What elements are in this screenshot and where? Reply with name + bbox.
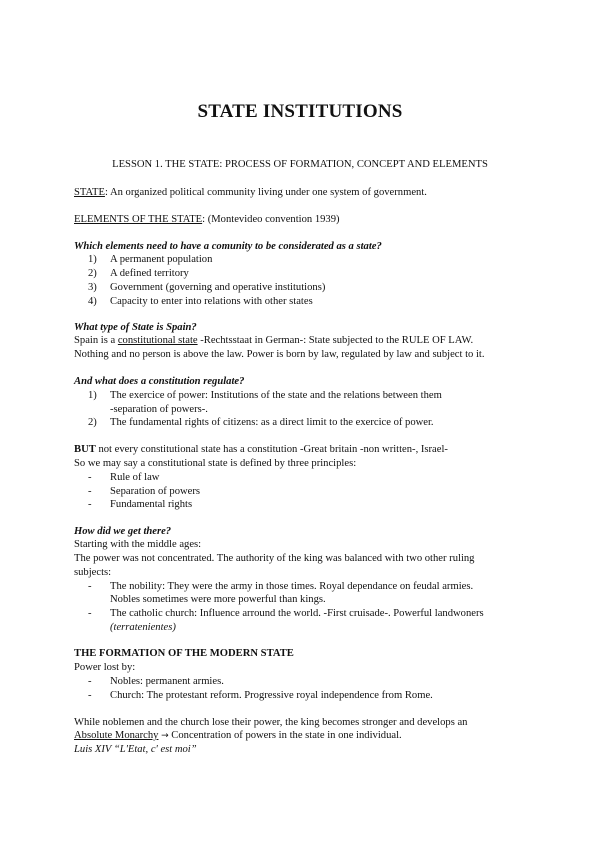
bullet-dash: -	[88, 581, 92, 592]
spain-line-1-end: -Rechtsstaat in German-: State subjected to the RULE OF LAW.	[197, 335, 474, 346]
list-item: The fundamental rights of citizens: as a direct limit to the exercice of power.	[110, 417, 434, 428]
question-constitution: And what does a constitution regulate?	[74, 376, 245, 387]
list-item: The catholic church: Influence arround the world. -First cruisade-. Powerful landwoners	[110, 608, 484, 619]
modern-para-2-text: Concentration of powers in the state in one individual.	[168, 730, 402, 741]
page-title: STATE INSTITUTIONS	[197, 101, 403, 122]
history-line-2: The power was not concentrated. The authority of the king was balanced with two other ruling	[74, 553, 475, 564]
list-item-continuation: Nobles sometimes were more powerful than kings.	[110, 594, 326, 605]
list-item: Nobles: permanent armies.	[110, 676, 224, 687]
bullet-dash: -	[88, 486, 92, 497]
modern-state-heading: THE FORMATION OF THE MODERN STATE	[74, 648, 294, 659]
elements-heading	[74, 213, 340, 226]
question-elements: Which elements need to have a comunity to be considerated as a state?	[74, 241, 382, 252]
principles-intro: So we may say a constitutional state is defined by three principles:	[74, 458, 357, 469]
elements-source: : (Montevideo convention 1939)	[202, 214, 340, 225]
history-line-1: Starting with the middle ages:	[74, 539, 202, 550]
list-item: The exercice of power: Institutions of the state and the relations between them	[110, 390, 442, 401]
but-line	[74, 443, 448, 456]
constitutional-state-term: constitutional state	[117, 335, 198, 346]
list-item: A permanent population	[110, 254, 213, 265]
question-history: How did we get there?	[74, 526, 172, 537]
louis-quote: Luis XIV “L'Etat, c' est moi”	[74, 744, 197, 755]
list-item: A defined territory	[110, 268, 189, 279]
list-number: 3)	[88, 282, 97, 293]
elements-term: ELEMENTS OF THE STATE	[74, 214, 203, 225]
list-item: Rule of law	[110, 472, 160, 483]
bullet-dash: -	[88, 690, 92, 701]
question-spain: What type of State is Spain?	[74, 322, 197, 333]
bullet-dash: -	[88, 499, 92, 510]
bullet-dash: -	[88, 676, 92, 687]
history-line-3: subjects:	[74, 567, 112, 578]
right-arrow-icon: →	[161, 731, 169, 741]
spain-line-2: Nothing and no person is above the law. Power is born by law, regulated by law and subject to it.	[74, 349, 485, 360]
list-item: Government (governing and operative institutions)	[110, 282, 326, 293]
spain-line-1	[74, 334, 473, 347]
list-item-continuation: (terratenientes)	[110, 622, 176, 633]
state-term: STATE	[74, 187, 105, 198]
state-definition-text: : An organized political community living under one system of government.	[104, 187, 427, 198]
lesson-heading: LESSON 1. THE STATE: PROCESS OF FORMATION, CONCEPT AND ELEMENTS	[112, 159, 488, 170]
modern-para-1: While noblemen and the church lose their power, the king becomes stronger and develops an	[74, 717, 468, 728]
absolute-monarchy-term: Absolute Monarchy	[74, 730, 159, 741]
list-item-continuation: -separation of powers-.	[110, 404, 208, 415]
list-item: The nobility: They were the army in those times. Royal dependance on feudal armies.	[110, 581, 474, 592]
list-number: 2)	[88, 417, 97, 428]
but-text: not every constitutional state has a constitution -Great britain -non written-, Israel-	[95, 444, 448, 455]
power-lost-intro: Power lost by:	[74, 662, 136, 673]
list-number: 2)	[88, 268, 97, 279]
list-number: 1)	[88, 390, 97, 401]
list-item: Church: The protestant reform. Progressive royal independence from Rome.	[110, 690, 433, 701]
list-item: Capacity to enter into relations with other states	[110, 296, 313, 307]
but-lead: BUT	[74, 444, 96, 455]
bullet-dash: -	[88, 472, 92, 483]
list-item: Fundamental rights	[110, 499, 193, 510]
list-number: 4)	[88, 296, 97, 307]
list-item: Separation of powers	[110, 486, 201, 497]
spain-line-1-start: Spain is a	[74, 335, 118, 346]
modern-para-2	[74, 729, 402, 743]
state-definition	[74, 186, 427, 199]
bullet-dash: -	[88, 608, 92, 619]
list-number: 1)	[88, 254, 97, 265]
